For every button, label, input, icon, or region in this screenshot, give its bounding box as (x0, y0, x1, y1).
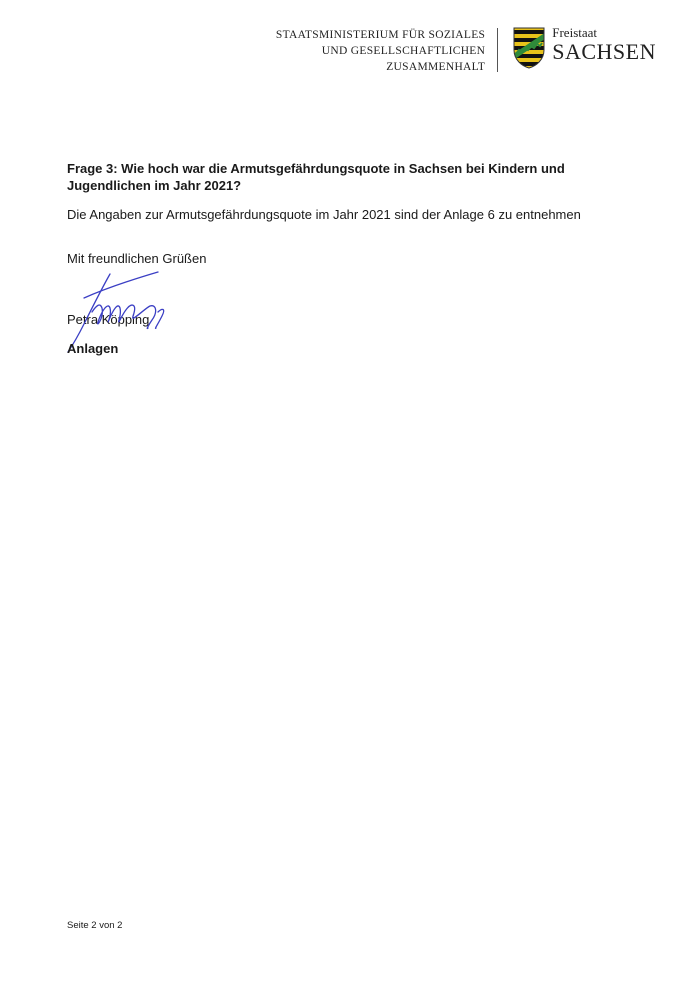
brand-freistaat: Freistaat (552, 25, 598, 40)
letterhead-divider (497, 28, 498, 72)
answer-text: Die Angaben zur Armutsgefährdungsquote im Jahr 2021 sind der Anlage 6 zu entnehmen (67, 207, 581, 222)
ministry-name (276, 27, 497, 75)
signer-name: Petra Köpping (67, 312, 150, 327)
attachments-label: Anlagen (67, 341, 119, 356)
ministry-line-2: UND GESELLSCHAFTLICHEN (321, 45, 486, 57)
state-brand (512, 26, 656, 70)
page-number: Seite 2 von 2 (67, 920, 123, 931)
saxony-coat-of-arms-icon (512, 26, 546, 70)
ministry-line-1: STAATSMINISTERIUM FÜR SOZIALES (275, 29, 486, 41)
letterhead (276, 26, 656, 75)
ministry-line-3: ZUSAMMENHALT (386, 61, 486, 73)
brand-text (552, 26, 656, 64)
question-heading: Frage 3: Wie hoch war die Armutsgefährdungsquote in Sachsen bei Kindern und Jugendlichen im Jahr 2021? (67, 161, 565, 193)
brand-sachsen: SACHSEN (552, 39, 656, 64)
closing-greeting: Mit freundlichen Grüßen (67, 251, 207, 266)
